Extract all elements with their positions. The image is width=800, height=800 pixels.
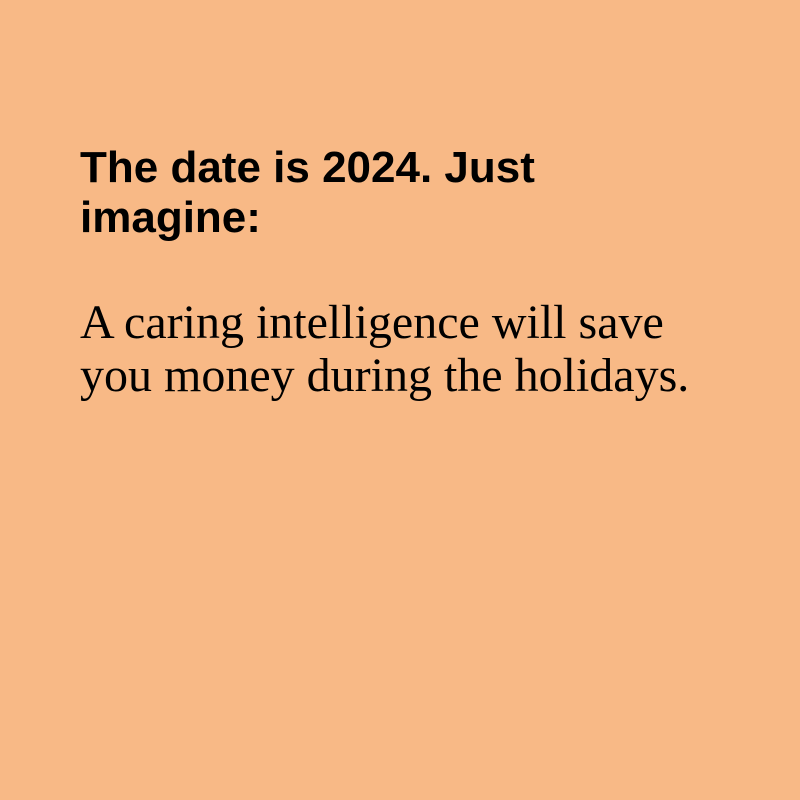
headline: The date is 2024. Just imagine: — [80, 143, 535, 242]
body-text: A caring intelligence will save you money during the holidays. — [80, 296, 690, 402]
